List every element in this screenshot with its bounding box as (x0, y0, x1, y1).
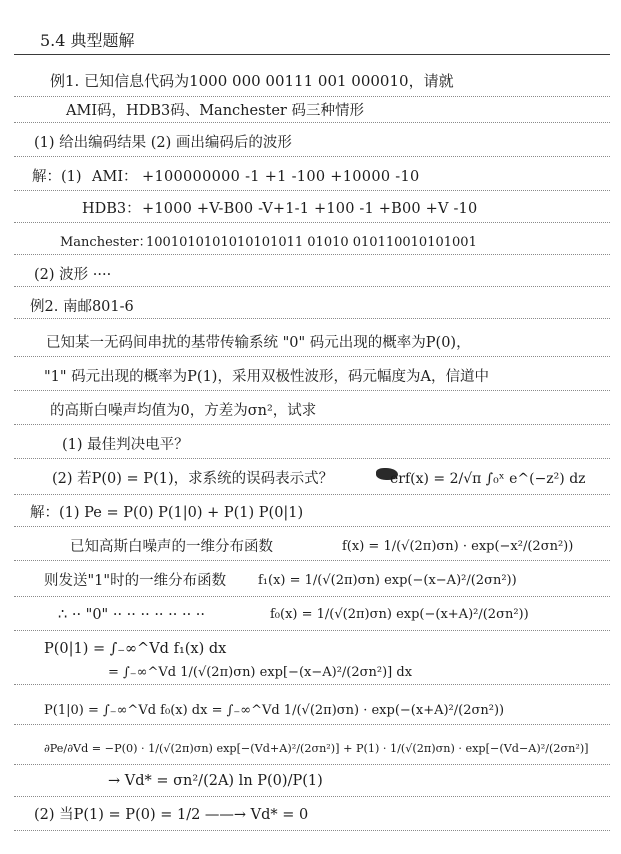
ruled-line (14, 190, 610, 191)
ruled-line (14, 286, 610, 287)
manchester-code: 1001010101010101011 01010 010110010101001 (146, 235, 477, 250)
ami-code: +100000000 -1 +1 -100 +10000 -10 (142, 169, 420, 185)
erf-definition: erf(x) = 2/√π ∫₀ˣ e^(−z²) dz (390, 471, 586, 487)
example1-line1: 例1. 已知信息代码为1000 000 00111 001 000010，请就 (50, 72, 454, 90)
ruled-line (14, 222, 610, 223)
ruled-line (14, 458, 610, 459)
case2-line: (2) 当P(1) = P(0) = 1/2 ——→ Vd* = 0 (34, 807, 309, 823)
send1-text: 则发送"1"时的一维分布函数 (44, 573, 227, 589)
example2-line3: 的高斯白噪声均值为0，方差为σn²，试求 (50, 403, 317, 419)
ruled-line (14, 764, 610, 765)
ruled-line (14, 494, 610, 495)
question2: (2) 若P(0) = P(1)，求系统的误码表示式？ (52, 471, 334, 487)
ruled-line (14, 684, 610, 685)
example2-line1: 已知某一无码间串扰的基带传输系统 "0" 码元出现的概率为P(0)， (46, 335, 471, 351)
example2-line2: "1" 码元出现的概率为P(1)，采用双极性波形，码元幅度为A，信道中 (44, 369, 489, 385)
ruled-line (14, 830, 610, 831)
ruled-line (14, 318, 610, 319)
known-distribution: 已知高斯白噪声的一维分布函数 (70, 539, 273, 555)
ruled-line (14, 254, 610, 255)
example1-line2: AMI码，HDB3码、Manchester 码三种情形 (66, 103, 364, 119)
vd-star-line: → Vd* = σn²/(2A) ln P(0)/P(1) (108, 773, 323, 789)
header-rule (14, 54, 610, 55)
p10-line: P(1|0) = ∫₋∞^Vd f₀(x) dx = ∫₋∞^Vd 1/(√(2π)σn) · exp(−(x+A)²/(2σn²)) (44, 703, 505, 718)
hdb3-label: HDB3： (82, 201, 141, 217)
f-definition: f(x) = 1/(√(2π)σn) · exp(−x²/(2σn²)) (342, 539, 574, 554)
send0-text: ∴ ·· "0" ·· ·· ·· ·· ·· ·· ·· (58, 607, 206, 623)
ruled-line (14, 96, 610, 97)
p01-line1: P(0|1) = ∫₋∞^Vd f₁(x) dx (44, 641, 227, 657)
ruled-line (14, 156, 610, 157)
ruled-line (14, 122, 610, 123)
pe-formula: 解：(1) Pe = P(0) P(1|0) + P(1) P(0|1) (30, 505, 304, 521)
ruled-line (14, 596, 610, 597)
section-title: 5.4 典型题解 (40, 31, 135, 50)
f0-definition: f₀(x) = 1/(√(2π)σn) exp(−(x+A)²/(2σn²)) (270, 607, 529, 622)
p01-line2: = ∫₋∞^Vd 1/(√(2π)σn) exp[−(x−A)²/(2σn²)] dx (108, 665, 413, 680)
question1: (1) 最佳判决电平？ (62, 437, 189, 453)
waveform-item: (2) 波形 ···· (34, 267, 112, 283)
ruled-line (14, 424, 610, 425)
solution1-label: 解：(1) (32, 169, 82, 185)
ruled-line (14, 526, 610, 527)
example2-title: 例2. 南邮801-6 (30, 299, 134, 315)
ruled-line (14, 724, 610, 725)
f1-definition: f₁(x) = 1/(√(2π)σn) exp(−(x−A)²/(2σn²)) (258, 573, 517, 588)
ruled-line (14, 356, 610, 357)
ruled-line (14, 630, 610, 631)
ruled-line (14, 390, 610, 391)
ruled-line (14, 560, 610, 561)
example1-task: (1) 给出编码结果 (2) 画出编码后的波形 (34, 135, 292, 151)
smudge-mark (398, 130, 460, 150)
ami-label: AMI： (92, 169, 138, 185)
hdb3-code: +1000 +V-B00 -V+1-1 +100 -1 +B00 +V -10 (142, 201, 478, 217)
ruled-line (14, 796, 610, 797)
dpe-dvd-line: ∂Pe/∂Vd = −P(0) · 1/(√(2π)σn) exp[−(Vd+A)²/(2σn²)] + P(1) · 1/(√(2π)σn) · exp[−(Vd−A)²/(2σn²)] (44, 742, 589, 755)
manchester-label: Manchester： (60, 235, 152, 250)
